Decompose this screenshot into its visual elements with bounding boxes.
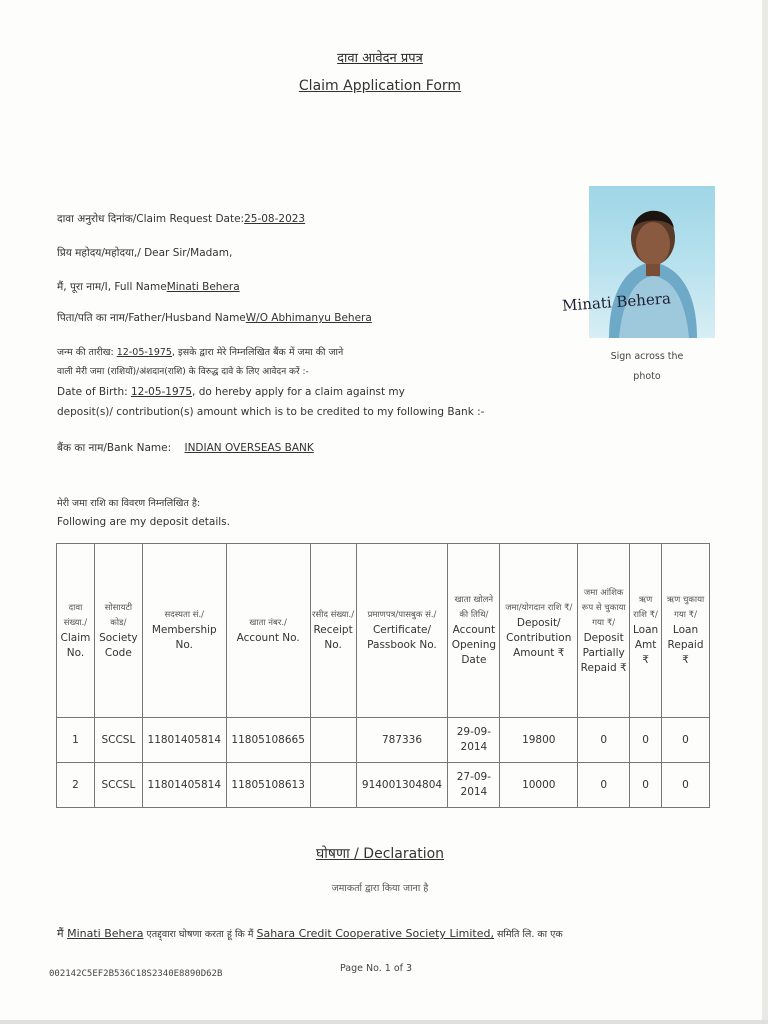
photo-caption-line-2: photo [633, 371, 661, 382]
cell-loan-amount: 0 [630, 763, 662, 808]
claim-request-date-label: दावा अनुरोध दिनांक/Claim Request Date: [57, 213, 245, 225]
header-certificate-passbook-no: प्रमाणपत्र/पासबुक सं./ Certificate/ Passbook No. [356, 544, 448, 718]
form-title-english: Claim Application Form [298, 78, 462, 94]
deposit-intro-hindi: मेरी जमा राशि का विवरण निम्नलिखित है: [57, 498, 201, 509]
dob-english-label: Date of Birth: [57, 386, 131, 398]
cell-account-no: 11805108613 [226, 763, 310, 808]
cell-loan-repaid: 0 [662, 763, 710, 808]
form-title-hindi: दावा आवेदन प्रपत्र [337, 51, 423, 66]
cell-receipt-no [310, 718, 356, 763]
cell-partially-repaid: 0 [578, 718, 630, 763]
declaration-society: Sahara Credit Cooperative Society Limited, [256, 927, 494, 940]
scan-edge-right [762, 0, 768, 1024]
dob-english-rest: , do hereby apply for a claim against my [192, 386, 405, 398]
declaration-line [57, 926, 563, 941]
header-membership-no: सदस्यता सं./ Membership No. [142, 544, 226, 718]
declaration-prefix: मैं [57, 927, 68, 940]
cell-account-no: 11805108665 [226, 718, 310, 763]
cell-claim-no: 2 [57, 763, 95, 808]
salutation: प्रिय महोदय/महोदया,/ Dear Sir/Madam, [57, 247, 233, 259]
declaration-end: समिति लि. का एक [493, 929, 563, 940]
header-deposit-partially-repaid: जमा आंशिक रूप से चुकाया गया ₹/ Deposit Partially Repaid ₹ [578, 544, 630, 718]
cell-certificate-no: 787336 [356, 718, 448, 763]
document-code: 002142C5EF2B536C18S2340E8890D62B [49, 969, 223, 979]
cell-deposit-amount: 19800 [500, 718, 578, 763]
claim-request-date-line [57, 212, 305, 226]
page-number: Page No. 1 of 3 [340, 963, 413, 974]
dob-hindi-line-2: वाली मेरी जमा (राशियों)/अंशदान(राशि) के विरुद्ध दावे के लिए आवेदन करें :- [57, 367, 309, 377]
father-husband-value: W/O Abhimanyu Behera [245, 312, 372, 324]
dob-hindi-line-1 [57, 345, 343, 358]
bank-name-label: बैंक का नाम/Bank Name: [57, 442, 172, 454]
bank-name-line [57, 441, 314, 455]
full-name-line [57, 280, 240, 294]
cell-loan-amount: 0 [630, 718, 662, 763]
cell-membership-no: 11801405814 [142, 763, 226, 808]
cell-partially-repaid: 0 [578, 763, 630, 808]
table-header-row [57, 544, 710, 718]
bank-name-value: INDIAN OVERSEAS BANK [184, 442, 314, 454]
header-deposit-amount: जमा/योगदान राशि ₹/ Deposit/ Contribution Amount ₹ [500, 544, 578, 718]
cell-society-code: SCCSL [94, 763, 142, 808]
table-row [57, 718, 710, 763]
full-name-label: मैं, पूरा नाम/I, Full Name [57, 281, 167, 293]
cell-society-code: SCCSL [94, 718, 142, 763]
cell-membership-no: 11801405814 [142, 718, 226, 763]
dob-hindi-value: 12-05-1975 [116, 347, 172, 358]
dob-english-value: 12-05-1975 [130, 386, 193, 398]
header-loan-repaid: ऋण चुकाया गया ₹/ Loan Repaid ₹ [662, 544, 710, 718]
photo-caption-line-1: Sign across the [610, 351, 684, 362]
deposit-intro-english: Following are my deposit details. [57, 516, 230, 528]
declaration-subtitle: जमाकर्ता द्वारा किया जाना है [331, 883, 429, 894]
deposit-details-table [56, 543, 710, 808]
dob-hindi-rest: , इसके द्वारा मेरे निम्नलिखित बैंक में जमा की जाने [171, 347, 344, 358]
table-row [57, 763, 710, 808]
declaration-title: घोषणा / Declaration [315, 846, 445, 862]
father-husband-line [57, 311, 372, 325]
dob-english-line-2: deposit(s)/ contribution(s) amount which is to be credited to my following Bank :- [57, 406, 485, 418]
cell-loan-repaid: 0 [662, 718, 710, 763]
claim-request-date-value: 25-08-2023 [244, 213, 306, 225]
cell-deposit-amount: 10000 [500, 763, 578, 808]
cell-opening-date: 27-09-2014 [448, 763, 500, 808]
scan-edge-bottom [0, 1020, 768, 1024]
header-receipt-no: रसीद संख्या./ Receipt No. [310, 544, 356, 718]
header-loan-amount: ऋण राशि ₹/ Loan Amt ₹ [630, 544, 662, 718]
cell-certificate-no: 914001304804 [356, 763, 448, 808]
header-claim-no: दावा संख्या./ Claim No. [57, 544, 95, 718]
signature-across-photo: Minati Behera [561, 289, 672, 315]
header-account-opening-date: खाता खोलने की तिथि/ Account Opening Date [448, 544, 500, 718]
dob-english-line-1 [57, 386, 405, 398]
father-husband-label: पिता/पति का नाम/Father/Husband Name [57, 312, 246, 324]
applicant-photo [589, 186, 715, 338]
header-society-code: सोसायटी कोड/ Society Code [94, 544, 142, 718]
declaration-name: Minati Behera [67, 927, 144, 940]
dob-hindi-label: जन्म की तारीख: [57, 347, 117, 358]
cell-receipt-no [310, 763, 356, 808]
declaration-mid: एतद्द्वारा घोषणा करता हूं कि मैं [143, 929, 257, 940]
person-portrait-icon [589, 186, 715, 338]
cell-claim-no: 1 [57, 718, 95, 763]
cell-opening-date: 29-09-2014 [448, 718, 500, 763]
header-account-no: खाता नंबर./ Account No. [226, 544, 310, 718]
full-name-value: Minati Behera [166, 281, 240, 293]
